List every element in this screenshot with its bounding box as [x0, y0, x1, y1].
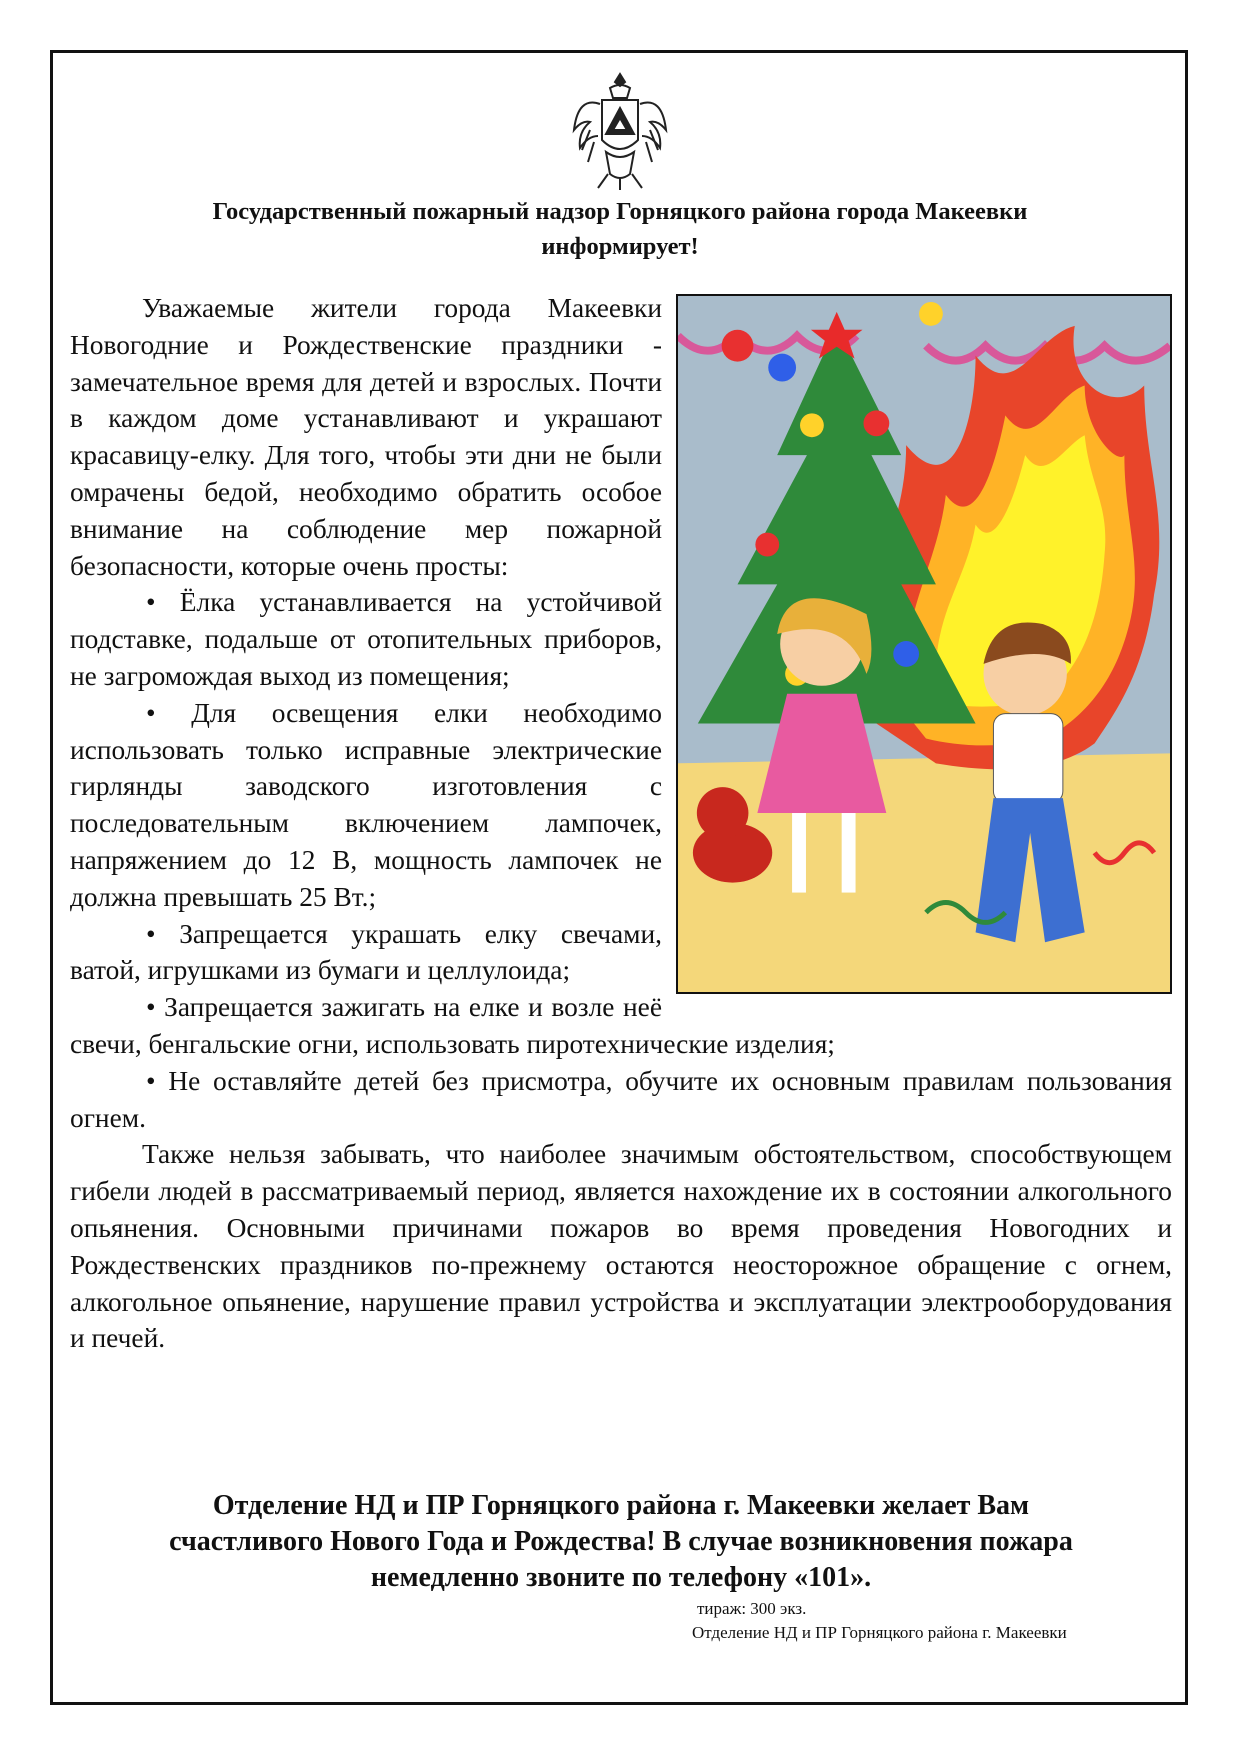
rule-item: • Ёлка устанавливается на устойчивой подставке, подальше от отопительных приборов, не загромождая выход из помещения;: [70, 587, 662, 691]
heading-line-1: Государственный пожарный надзор Горняцкого района города Макеевки: [212, 198, 1028, 225]
heading-line-2: информирует!: [541, 233, 699, 260]
warning-paragraph: Также нельзя забывать, что наиболее значимым обстоятельством, способствующем гибели людей в рассматриваемый период, является нахождение их в состоянии алкогольного опьянения. Основными причинами пожаров во время проведения Новогодних и Рождественских праздников по-прежнему остаются неосторожное обращение с огнем, алкогольное опьянение, нарушение правил устройства и эксплуатации электрооборудования и печей.: [70, 1139, 1172, 1354]
mchs-emblem-icon: [570, 70, 670, 192]
closing-message: [70, 1488, 1172, 1596]
intro-paragraph: Уважаемые жители города Макеевки Новогодние и Рождественские праздники - замечательное время для детей и взрослых. Почти в каждом доме устанавливают и украшают красавицу-елку. Для того, чтобы эти дни не были омрачены бедой, необходимо обратить особое внимание на соблюдение мер пожарной безопасности, которые очень просты:: [70, 293, 662, 581]
notice-heading: [90, 194, 1150, 264]
rule-item: • Запрещается украшать елку свечами, ватой, игрушками из бумаги и целлулоида;: [70, 918, 662, 986]
closing-line-1: Отделение НД и ПР Горняцкого района г. Макеевки желает Вам: [212, 1490, 1030, 1521]
closing-line-3: немедленно звоните по телефону «101».: [370, 1562, 872, 1593]
notice-body: [70, 290, 1172, 1357]
closing-line-2: счастливого Нового Года и Рождества! В случае возникновения пожара: [169, 1526, 1073, 1557]
rule-item: • Не оставляйте детей без присмотра, обучите их основным правилам пользования огнем.: [70, 1065, 1172, 1133]
rule-item: • Запрещается зажигать на елке и возле неё свечи, бенгальские огни, использовать пиротехнические изделия;: [70, 992, 835, 1059]
footnote: [692, 1597, 1172, 1645]
issuer-note: Отделение НД и ПР Горняцкого района г. Макеевки: [692, 1623, 1067, 1642]
circulation-note: тираж: 300 экз.: [697, 1599, 807, 1618]
christmas-tree-fire-illustration: [676, 294, 1172, 994]
rule-item: • Для освещения елки необходимо использовать только исправные электрические гирлянды заводского изготовления с последовательным включением лампочек, напряжением до 12 В, мощность лампочек не должна превышать 25 Вт.;: [70, 697, 662, 912]
